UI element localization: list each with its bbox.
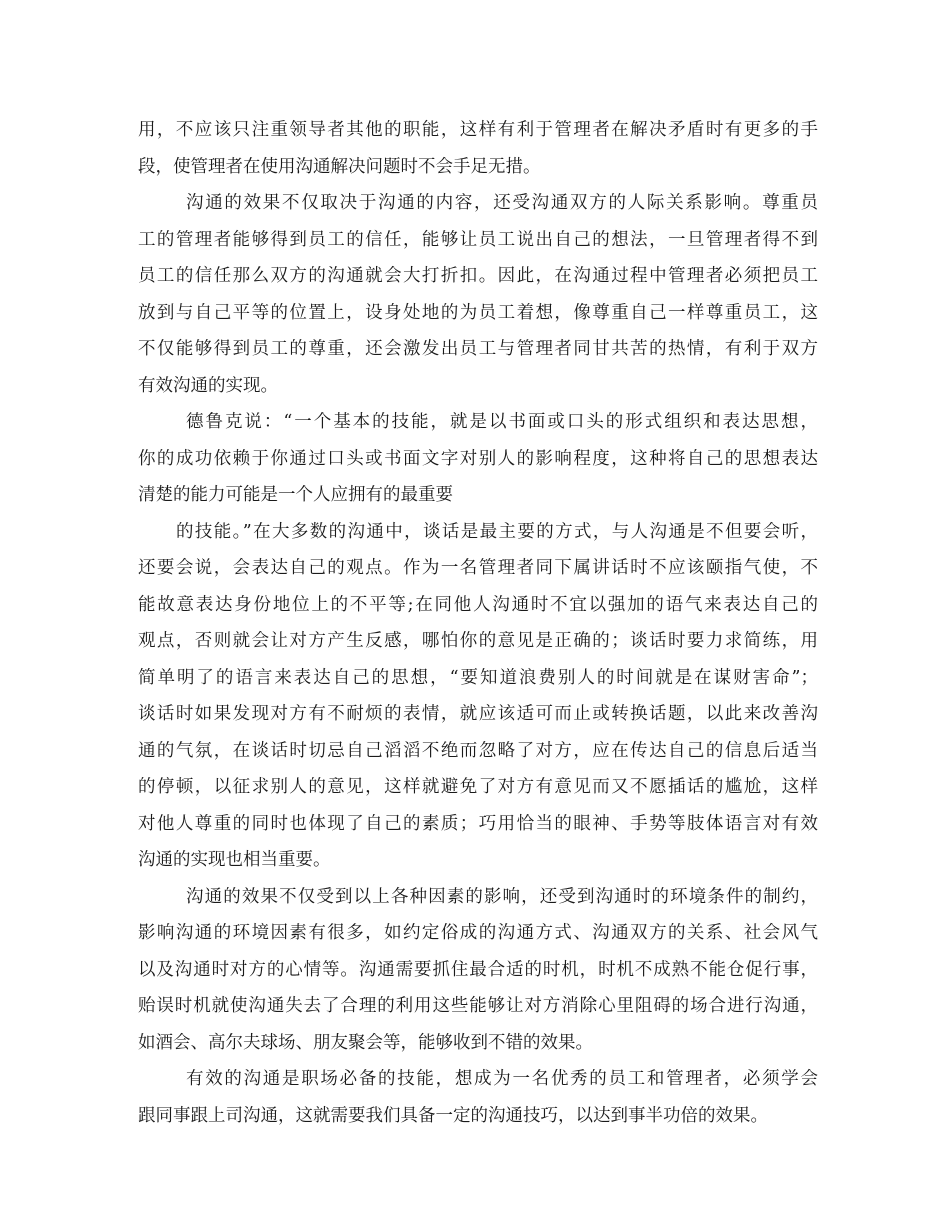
text-line: 沟通的效果不仅受到以上各种因素的影响，还受到沟通时的环境条件的制约， <box>186 886 818 907</box>
paragraph-p6 <box>138 1061 818 1134</box>
text-line: 贻误时机就使沟通失去了合理的利用这些能够让对方消除心里阻碍的场合进行沟通， <box>138 996 818 1016</box>
text-line: 放到与自己平等的位置上，设身处地的为员工着想，像尊重自己一样尊重员工，这 <box>138 302 818 323</box>
text-line: 谈话时如果发现对方有不耐烦的表情，就应该适可而止或转换话题，以此来改善沟 <box>138 704 818 724</box>
text-line: 如酒会、高尔夫球场、朋友聚会等，能够收到不错的效果。 <box>138 1032 593 1053</box>
text-line: 通的气氛，在谈话时切忌自己滔滔不绝而忽略了对方，应在传达自己的信息后适当 <box>138 740 818 761</box>
text-line: 清楚的能力可能是一个人应拥有的最重要 <box>138 485 453 505</box>
text-line: 有效的沟通是职场必备的技能，想成为一名优秀的员工和管理者，必须学会 <box>186 1069 818 1089</box>
text-line: 用，不应该只注重领导者其他的职能，这样有利于管理者在解决矛盾时有更多的手 <box>138 120 818 140</box>
text-line: 段，使管理者在使用沟通解决问题时不会手足无措。 <box>138 156 541 177</box>
text-line: 跟同事跟上司沟通，这就需要我们具备一定的沟通技巧，以达到事半功倍的效果。 <box>138 1105 768 1126</box>
paragraph-p1 <box>138 112 818 185</box>
text-line: 工的管理者能够得到员工的信任，能够让员工说出自己的想法，一旦管理者得不到 <box>138 229 818 250</box>
text-line: 沟通的实现也相当重要。 <box>138 850 331 870</box>
text-line: 不仅能够得到员工的尊重，还会激发出员工与管理者同甘共苦的热情，有利于双方 <box>138 339 818 359</box>
paragraph-p2 <box>138 185 818 404</box>
paragraph-p5 <box>138 879 818 1062</box>
text-line: 以及沟通时对方的心情等。沟通需要抓住最合适的时机，时机不成熟不能仓促行事， <box>138 959 818 980</box>
text-line: 员工的信任那么双方的沟通就会大打折扣。因此，在沟通过程中管理者必须把员工 <box>138 266 818 286</box>
paragraph-p4 <box>138 514 818 879</box>
text-line: 观点，否则就会让对方产生反感，哪怕你的意见是正确的；谈话时要力求简练，用 <box>138 631 818 651</box>
text-line: 对他人尊重的同时也体现了自己的素质；巧用恰当的眼神、手势等肢体语言对有效 <box>138 813 818 834</box>
text-line: 你的成功依赖于你通过口头或书面文字对别人的影响程度，这种将自己的思想表达 <box>138 448 818 469</box>
text-line: 还要会说，会表达自己的观点。作为一名管理者同下属讲话时不应该颐指气使，不 <box>138 558 818 578</box>
text-line: 沟通的效果不仅取决于沟通的内容，还受沟通双方的人际关系影响。尊重员 <box>186 193 818 213</box>
text-line: 简单明了的语言来表达自己的思想，“要知道浪费别人的时间就是在谋财害命”； <box>138 667 818 688</box>
text-line: 德鲁克说：“一个基本的技能，就是以书面或口头的形式组织和表达思想， <box>186 412 818 432</box>
text-line: 有效沟通的实现。 <box>138 375 278 396</box>
text-line: 的技能。”在大多数的沟通中，谈话是最主要的方式，与人沟通是不但要会听， <box>176 521 818 542</box>
text-line: 能故意表达身份地位上的不平等;在同他人沟通时不宜以强加的语气来表达自己的 <box>138 594 818 615</box>
text-line: 的停顿，以征求别人的意见，这样就避免了对方有意见而又不愿插话的尴尬，这样 <box>138 777 818 797</box>
paragraph-p3 <box>138 404 818 514</box>
text-line: 影响沟通的环境因素有很多，如约定俗成的沟通方式、沟通双方的关系、社会风气 <box>138 923 818 943</box>
document-body <box>138 112 818 1134</box>
